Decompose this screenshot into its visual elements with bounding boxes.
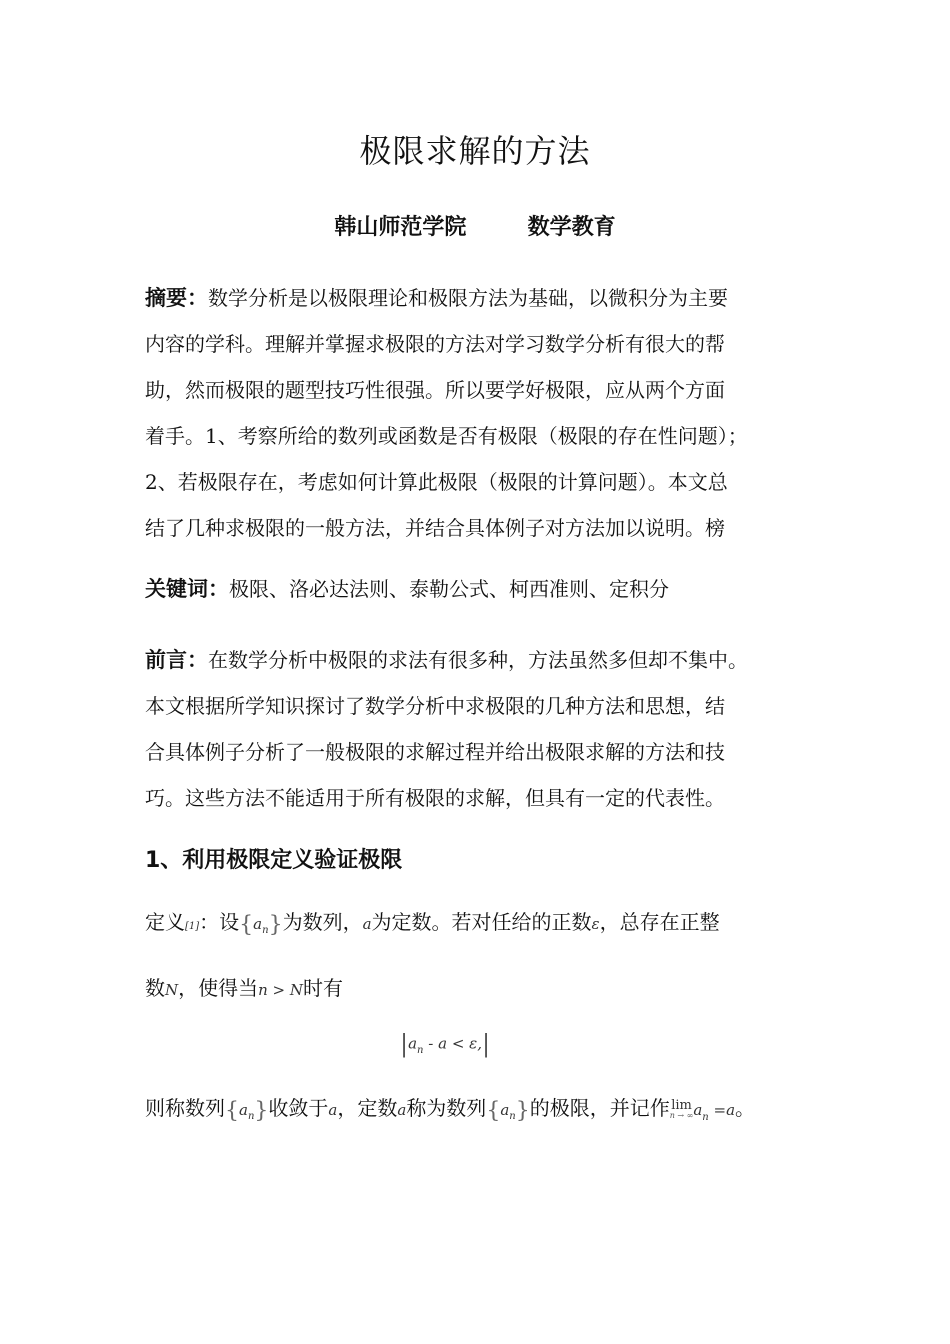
conclusion-line: 则称数列$\{a_n\}$收敛于a，定数a称为数列$\{a_n\}$的极限，并记作 lim n → ∞ $a_n =a$。 [145,1096,756,1124]
author-affiliation: 韩山师范学院 数学教育 [334,215,616,240]
preface-paragraph [145,637,810,821]
abstract-line: 内容的学科。理解并掌握求极限的方法对学习数学分析有很大的帮 [145,332,725,356]
abstract-line: 着手。1、考察所给的数列或函数是否有极限（极限的存在性问题）； [145,424,748,448]
preface-line: 合具体例子分析了一般极限的求解过程并给出极限求解的方法和技 [145,740,725,764]
definition-formula: $|a_n - a < \varepsilon,|$ [400,1030,491,1058]
condition-symbol: n > N [258,981,304,999]
preface-line: 前言：在数学分析中极限的求法有很多种，方法虽然多但却不集中。 [145,648,748,672]
limit-expression: lim n → ∞ [669,1098,694,1120]
keywords-label: 关键词： [145,577,229,601]
section-heading: 1、利用极限定义验证极限 [145,848,403,873]
citation-ref: [1] [185,921,200,932]
preface-line: 本文根据所学知识探讨了数学分析中求极限的几种方法和思想，结 [145,694,725,718]
abstract-line: 结了几种求极限的一般方法，并结合具体例子对方法加以说明。榜 [145,516,725,540]
sequence-symbol: $\{a_n\}$ [486,1098,530,1124]
epsilon-symbol: ε [591,915,600,933]
preface-label: 前言： [145,648,208,672]
keywords-text: 极限、洛必达法则、泰勒公式、柯西准则、定积分 [229,577,669,601]
definition-line: 定义[1]：设$\{a_n\}$为数列，a为定数。若对任给的正数ε，总存在正整 [145,910,720,938]
abstract-line: 摘要：数学分析是以极限理论和极限方法为基础，以微积分为主要 [145,286,728,310]
abstract-line: 助，然而极限的题型技巧性很强。所以要学好极限，应从两个方面 [145,378,725,402]
N-symbol: N [165,981,179,999]
sequence-symbol: $\{a_n\}$ [225,1098,269,1124]
constant-symbol: a [328,1101,338,1119]
keywords-paragraph [145,566,810,612]
definition-line: 数N，使得当n > N时有 [145,976,344,1000]
constant-symbol: a [362,915,372,933]
sequence-symbol: $\{a_n\}$ [239,912,283,938]
page-title: 极限求解的方法 [359,132,591,170]
abstract-paragraph [145,275,810,551]
abstract-line: 2、若极限存在，考虑如何计算此极限（极限的计算问题）。本文总 [145,470,728,494]
constant-symbol: a [397,1101,407,1119]
abstract-label: 摘要： [145,286,208,310]
preface-line: 巧。这些方法不能适用于所有极限的求解，但具有一定的代表性。 [145,786,725,810]
